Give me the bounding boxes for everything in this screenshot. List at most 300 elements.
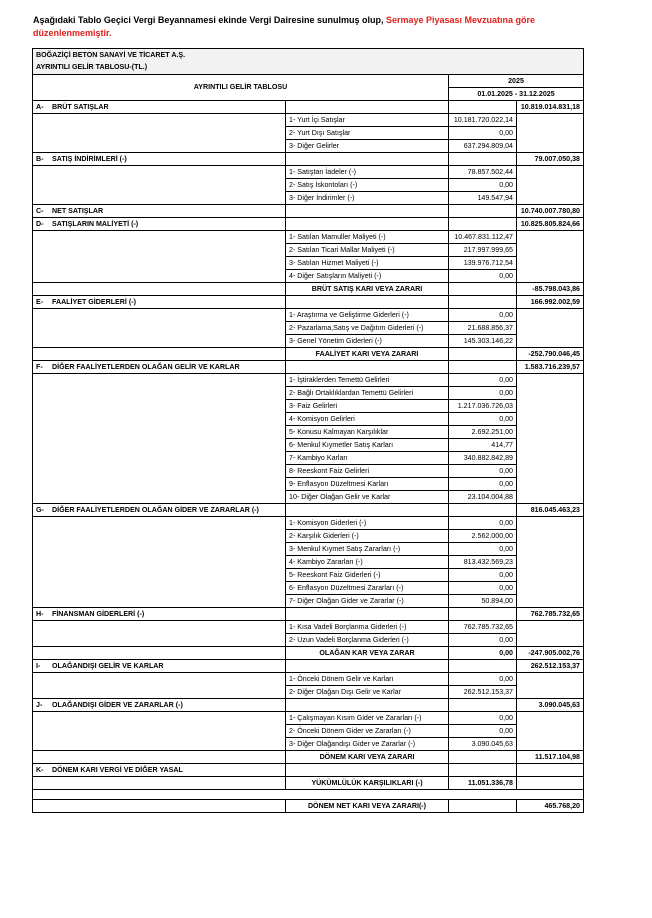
table-row: [33, 569, 584, 582]
item-label: 1- Kısa Vadeli Borçlanma Giderleri (-): [286, 621, 449, 634]
item-label: 1- İştiraklerden Temettü Gelirleri: [286, 374, 449, 387]
table-row: [33, 660, 584, 673]
item-label: 3- Genel Yönetim Giderleri (-): [286, 335, 449, 348]
table-row: [33, 725, 584, 738]
section-title: DÖNEM KARI VERGİ VE DİĞER YASAL: [52, 765, 183, 774]
item-value: 217.997.999,65: [449, 244, 517, 257]
section-total: 79.007.050,38: [517, 153, 584, 166]
item-label: 3- Diğer Gelirler: [286, 140, 449, 153]
item-value: 262.512.153,37: [449, 686, 517, 699]
empty-cell: [33, 140, 286, 153]
result-total: -85.798.043,86: [517, 283, 584, 296]
section-title: SATIŞLARIN MALİYETİ (-): [52, 219, 139, 228]
table-row: [33, 478, 584, 491]
table-row: [33, 595, 584, 608]
empty-cell: [33, 595, 286, 608]
empty-cell: [33, 478, 286, 491]
result-value: [449, 800, 517, 813]
result-label: OLAĞAN KAR VEYA ZARAR: [286, 647, 449, 660]
table-row: [33, 452, 584, 465]
empty-cell: [33, 530, 286, 543]
empty-cell: [286, 764, 449, 777]
result-label: BRÜT SATIŞ KARI VEYA ZARARI: [286, 283, 449, 296]
table-row: [33, 101, 584, 114]
table-row: [33, 608, 584, 621]
empty-cell: [449, 608, 517, 621]
header-year: 2025: [449, 75, 584, 88]
section-title: FİNANSMAN GİDERLERİ (-): [52, 609, 145, 618]
empty-cell: [286, 101, 449, 114]
empty-cell: [286, 361, 449, 374]
empty-cell: [517, 686, 584, 699]
table-row: [33, 361, 584, 374]
empty-cell: [33, 257, 286, 270]
item-value: 0,00: [449, 387, 517, 400]
empty-cell: [517, 595, 584, 608]
empty-cell: [449, 218, 517, 231]
item-label: 7- Diğer Olağan Gider ve Zararlar (-): [286, 595, 449, 608]
item-value: 149.547,94: [449, 192, 517, 205]
item-value: 2.562.000,00: [449, 530, 517, 543]
empty-cell: [517, 673, 584, 686]
empty-cell: [449, 205, 517, 218]
table-row: [33, 790, 584, 800]
item-label: 3- Faiz Gelirleri: [286, 400, 449, 413]
empty-cell: [517, 712, 584, 725]
empty-cell: [33, 800, 286, 813]
intro-text: Aşağıdaki Tablo Geçici Vergi Beyannamesi ekinde Vergi Dairesine sunulmuş olup,: [33, 15, 384, 25]
section-total: 762.785.732,65: [517, 608, 584, 621]
item-value: 0,00: [449, 465, 517, 478]
empty-cell: [517, 634, 584, 647]
empty-cell: [286, 296, 449, 309]
empty-cell: [286, 504, 449, 517]
item-label: 5- Konusu Kalmayan Karşılıklar: [286, 426, 449, 439]
section-label: [33, 660, 286, 673]
item-label: 6- Enflasyon Düzeltmesi Zararları (-): [286, 582, 449, 595]
result-label: FAALİYET KARI VEYA ZARARI: [286, 348, 449, 361]
table-row: [33, 296, 584, 309]
table-row: [33, 738, 584, 751]
table-row: [33, 270, 584, 283]
empty-cell: [33, 452, 286, 465]
empty-cell: [33, 322, 286, 335]
empty-cell: [517, 192, 584, 205]
item-value: 10.467.831.112,47: [449, 231, 517, 244]
intro-warning: Sermaye Piyasası Mevzuatına göre düzenlenmemiştir.: [33, 15, 536, 38]
item-value: 21.688.856,37: [449, 322, 517, 335]
company-name: BOĞAZİÇİ BETON SANAYİ VE TİCARET A.Ş.: [33, 49, 584, 62]
item-value: 23.104.004,88: [449, 491, 517, 504]
section-total: 816.045.463,23: [517, 504, 584, 517]
result-total: [517, 777, 584, 790]
empty-cell: [33, 647, 286, 660]
item-value: 0,00: [449, 543, 517, 556]
table-row: [33, 322, 584, 335]
table-row: [33, 153, 584, 166]
table-row: [33, 309, 584, 322]
section-title: OLAĞANDIŞI GELİR VE KARLAR: [52, 661, 164, 670]
table-row: [33, 465, 584, 478]
table-header-label: AYRINTILI GELİR TABLOSU: [33, 75, 449, 101]
item-label: 8- Reeskont Faiz Gelirleri: [286, 465, 449, 478]
table-row: [33, 517, 584, 530]
empty-cell: [517, 439, 584, 452]
item-value: 0,00: [449, 478, 517, 491]
item-label: 1- Satılan Mamuller Maliyeti (-): [286, 231, 449, 244]
table-row: [33, 205, 584, 218]
table-row: [33, 699, 584, 712]
empty-cell: [33, 231, 286, 244]
section-label: [33, 699, 286, 712]
section-code: G-: [36, 505, 44, 514]
result-value: [449, 283, 517, 296]
empty-cell: [33, 192, 286, 205]
item-value: 0,00: [449, 634, 517, 647]
item-label: 2- Önceki Dönem Gider ve Zararları (-): [286, 725, 449, 738]
empty-cell: [449, 101, 517, 114]
empty-cell: [33, 582, 286, 595]
item-value: 0,00: [449, 413, 517, 426]
empty-cell: [517, 517, 584, 530]
section-code: J-: [36, 700, 43, 709]
result-total: -247.905.002,76: [517, 647, 584, 660]
empty-cell: [517, 738, 584, 751]
table-row: [33, 348, 584, 361]
item-value: 0,00: [449, 673, 517, 686]
section-code: K-: [36, 765, 44, 774]
section-label: [33, 101, 286, 114]
empty-cell: [33, 738, 286, 751]
section-title: BRÜT SATIŞLAR: [52, 102, 109, 111]
item-label: 2- Yurt Dışı Satışlar: [286, 127, 449, 140]
empty-cell: [33, 751, 286, 764]
section-total: 10.819.014.831,18: [517, 101, 584, 114]
item-label: 4- Komisyon Gelirleri: [286, 413, 449, 426]
empty-cell: [517, 322, 584, 335]
section-total: [517, 764, 584, 777]
result-value: 11.051.336,78: [449, 777, 517, 790]
item-label: 4- Kambiyo Zararları (-): [286, 556, 449, 569]
table-row: [33, 621, 584, 634]
section-total: 262.512.153,37: [517, 660, 584, 673]
empty-cell: [286, 218, 449, 231]
item-value: 0,00: [449, 725, 517, 738]
table-row: [33, 556, 584, 569]
table-row: [33, 231, 584, 244]
item-label: 2- Satılan Ticari Mallar Maliyeti (-): [286, 244, 449, 257]
item-value: 139.976.712,54: [449, 257, 517, 270]
table-row: [33, 439, 584, 452]
empty-cell: [33, 465, 286, 478]
item-label: 4- Diğer Satışların Maliyeti (-): [286, 270, 449, 283]
section-code: B-: [36, 154, 44, 163]
table-row: [33, 777, 584, 790]
empty-cell: [517, 127, 584, 140]
table-row: [33, 192, 584, 205]
section-code: E-: [36, 297, 44, 306]
empty-cell: [517, 543, 584, 556]
item-label: 2- Satış İskontoları (-): [286, 179, 449, 192]
result-label: DÖNEM NET KARI VEYA ZARARI(-): [286, 800, 449, 813]
section-code: F-: [36, 362, 43, 371]
result-total: 465.768,20: [517, 800, 584, 813]
section-code: A-: [36, 102, 44, 111]
empty-cell: [33, 439, 286, 452]
empty-cell: [517, 530, 584, 543]
item-label: 1- Çalışmayan Kısım Gider ve Zararları (-): [286, 712, 449, 725]
result-value: [449, 348, 517, 361]
table-row: [33, 257, 584, 270]
table-row: [33, 582, 584, 595]
item-label: 1- Araştırma ve Geliştirme Giderleri (-): [286, 309, 449, 322]
empty-cell: [517, 231, 584, 244]
item-value: 0,00: [449, 569, 517, 582]
empty-cell: [33, 270, 286, 283]
item-value: 0,00: [449, 517, 517, 530]
item-label: 1- Komisyon Giderleri (-): [286, 517, 449, 530]
empty-cell: [286, 153, 449, 166]
empty-cell: [33, 400, 286, 413]
empty-cell: [449, 764, 517, 777]
section-label: [33, 504, 286, 517]
empty-cell: [517, 270, 584, 283]
section-title: SATIŞ İNDİRİMLERİ (-): [52, 154, 127, 163]
item-label: 2- Bağlı Ortaklıklardan Temettü Gelirleri: [286, 387, 449, 400]
item-value: 0,00: [449, 179, 517, 192]
table-row: [33, 504, 584, 517]
table-row: [33, 179, 584, 192]
section-total: 166.992.002,59: [517, 296, 584, 309]
table-row: [33, 751, 584, 764]
empty-cell: [33, 517, 286, 530]
empty-cell: [449, 153, 517, 166]
table-row: [33, 530, 584, 543]
item-label: 2- Karşılık Giderleri (-): [286, 530, 449, 543]
empty-cell: [517, 426, 584, 439]
section-title: DİĞER FAALİYETLERDEN OLAĞAN GİDER VE ZARARLAR (-): [52, 505, 259, 514]
empty-cell: [517, 556, 584, 569]
table-row: [33, 374, 584, 387]
empty-cell: [517, 114, 584, 127]
empty-cell: [33, 491, 286, 504]
section-title: NET SATIŞLAR: [52, 206, 104, 215]
empty-cell: [517, 725, 584, 738]
item-value: 10.181.720.022,14: [449, 114, 517, 127]
income-statement-table: [32, 48, 584, 813]
section-title: FAALİYET GİDERLERİ (-): [52, 297, 136, 306]
table-row: [33, 712, 584, 725]
spacer-row: [33, 790, 584, 800]
empty-cell: [33, 686, 286, 699]
section-label: [33, 296, 286, 309]
empty-cell: [33, 725, 286, 738]
empty-cell: [517, 257, 584, 270]
empty-cell: [517, 179, 584, 192]
empty-cell: [33, 179, 286, 192]
result-value: [449, 751, 517, 764]
section-code: D-: [36, 219, 44, 228]
empty-cell: [33, 335, 286, 348]
item-value: 0,00: [449, 374, 517, 387]
item-label: 1- Önceki Dönem Gelir ve Karları: [286, 673, 449, 686]
item-label: 9- Enflasyon Düzeltmesi Karları: [286, 478, 449, 491]
empty-cell: [449, 361, 517, 374]
empty-cell: [33, 114, 286, 127]
table-row: [33, 140, 584, 153]
empty-cell: [286, 608, 449, 621]
item-value: 78.857.502,44: [449, 166, 517, 179]
header-period: 01.01.2025 - 31.12.2025: [449, 88, 584, 101]
item-label: 5- Reeskont Faiz Giderleri (-): [286, 569, 449, 582]
table-row: [33, 800, 584, 813]
item-value: 813.432.569,23: [449, 556, 517, 569]
empty-cell: [517, 374, 584, 387]
empty-cell: [33, 634, 286, 647]
empty-cell: [33, 348, 286, 361]
table-row: [33, 426, 584, 439]
empty-cell: [449, 296, 517, 309]
section-total: 10.825.805.824,66: [517, 218, 584, 231]
result-label: DÖNEM KARI VEYA ZARARI: [286, 751, 449, 764]
empty-cell: [286, 205, 449, 218]
item-value: 762.785.732,65: [449, 621, 517, 634]
empty-cell: [517, 166, 584, 179]
table-row: [33, 491, 584, 504]
empty-cell: [33, 387, 286, 400]
empty-cell: [33, 166, 286, 179]
empty-cell: [33, 127, 286, 140]
empty-cell: [517, 309, 584, 322]
item-label: 3- Diğer Olağandışı Gider ve Zararlar (-): [286, 738, 449, 751]
item-value: 414,77: [449, 439, 517, 452]
item-value: 637.294.809,04: [449, 140, 517, 153]
table-row: [33, 114, 584, 127]
item-value: 0,00: [449, 127, 517, 140]
section-label: [33, 153, 286, 166]
empty-cell: [33, 712, 286, 725]
table-row: [33, 244, 584, 257]
item-value: 0,00: [449, 270, 517, 283]
empty-cell: [449, 504, 517, 517]
empty-cell: [517, 335, 584, 348]
item-value: 2.692.251,00: [449, 426, 517, 439]
result-label: YÜKÜMLÜLÜK KARŞILIKLARI (-): [286, 777, 449, 790]
item-value: 145.303.146,22: [449, 335, 517, 348]
item-label: 6- Menkul Kıymetler Satış Karları: [286, 439, 449, 452]
empty-cell: [33, 244, 286, 257]
item-label: 3- Diğer İndirimler (-): [286, 192, 449, 205]
table-row: [33, 218, 584, 231]
empty-cell: [517, 569, 584, 582]
table-row: [33, 673, 584, 686]
item-value: 1.217.036.726,03: [449, 400, 517, 413]
item-value: 50.894,00: [449, 595, 517, 608]
section-title: DİĞER FAALİYETLERDEN OLAĞAN GELİR VE KARLAR: [52, 362, 240, 371]
item-label: 3- Menkul Kıymet Satış Zararları (-): [286, 543, 449, 556]
empty-cell: [517, 621, 584, 634]
empty-cell: [517, 400, 584, 413]
result-total: 11.517.104,98: [517, 751, 584, 764]
table-row: [33, 543, 584, 556]
empty-cell: [286, 660, 449, 673]
empty-cell: [33, 543, 286, 556]
item-value: 0,00: [449, 309, 517, 322]
empty-cell: [449, 699, 517, 712]
table-row: [33, 686, 584, 699]
item-value: 340.882.842,89: [449, 452, 517, 465]
section-code: H-: [36, 609, 44, 618]
section-label: [33, 608, 286, 621]
section-total: 1.583.716.239,57: [517, 361, 584, 374]
empty-cell: [517, 413, 584, 426]
empty-cell: [517, 140, 584, 153]
empty-cell: [517, 582, 584, 595]
item-value: 0,00: [449, 712, 517, 725]
empty-cell: [33, 621, 286, 634]
section-label: [33, 205, 286, 218]
empty-cell: [33, 374, 286, 387]
item-label: 10- Diğer Olağan Gelir ve Karlar: [286, 491, 449, 504]
section-label: [33, 764, 286, 777]
table-row: [33, 400, 584, 413]
item-label: 2- Diğer Olağan Dışı Gelir ve Karlar: [286, 686, 449, 699]
empty-cell: [517, 491, 584, 504]
result-total: -252.790.046,45: [517, 348, 584, 361]
section-total: 3.090.045,63: [517, 699, 584, 712]
empty-cell: [517, 244, 584, 257]
empty-cell: [517, 478, 584, 491]
table-row: [33, 634, 584, 647]
table-row: [33, 764, 584, 777]
empty-cell: [33, 426, 286, 439]
item-label: 2- Uzun Vadeli Borçlanma Giderleri (-): [286, 634, 449, 647]
intro-note: [33, 14, 593, 40]
item-label: 3- Satılan Hizmet Maliyeti (-): [286, 257, 449, 270]
section-code: I-: [36, 661, 41, 670]
section-title: OLAĞANDIŞI GİDER VE ZARARLAR (-): [52, 700, 183, 709]
empty-cell: [33, 413, 286, 426]
empty-cell: [33, 556, 286, 569]
result-value: 0,00: [449, 647, 517, 660]
item-value: 0,00: [449, 582, 517, 595]
empty-cell: [33, 283, 286, 296]
empty-cell: [33, 673, 286, 686]
section-label: [33, 361, 286, 374]
section-code: C-: [36, 206, 44, 215]
item-value: 3.090.045,63: [449, 738, 517, 751]
empty-cell: [449, 660, 517, 673]
empty-cell: [286, 699, 449, 712]
table-row: [33, 127, 584, 140]
table-row: [33, 413, 584, 426]
empty-cell: [33, 777, 286, 790]
table-row: [33, 166, 584, 179]
section-total: 10.740.007.780,80: [517, 205, 584, 218]
empty-cell: [517, 465, 584, 478]
report-title: AYRINTILI GELİR TABLOSU-(TL.): [33, 62, 584, 75]
item-label: 7- Kambiyo Karları: [286, 452, 449, 465]
empty-cell: [517, 452, 584, 465]
empty-cell: [33, 309, 286, 322]
empty-cell: [517, 387, 584, 400]
table-row: [33, 387, 584, 400]
item-label: 1- Yurt İçi Satışlar: [286, 114, 449, 127]
table-row: [33, 335, 584, 348]
section-label: [33, 218, 286, 231]
item-label: 2- Pazarlama,Satış ve Dağıtım Giderleri (-): [286, 322, 449, 335]
table-row: [33, 283, 584, 296]
